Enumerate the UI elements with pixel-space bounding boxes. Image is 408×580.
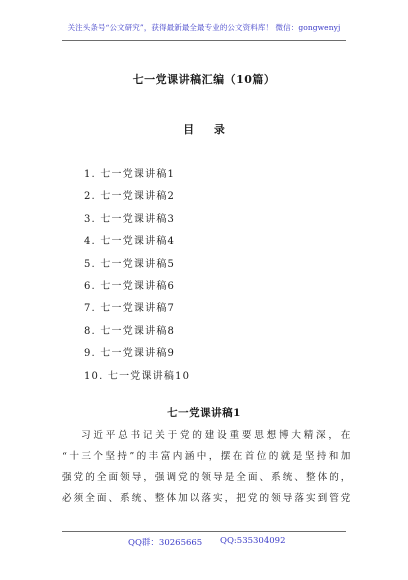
section-title: 七一党课讲稿1 (167, 407, 241, 419)
toc-item: 9. 七一党课讲稿9 (84, 348, 176, 360)
toc-item: 2. 七一党课讲稿2 (84, 191, 176, 203)
footer-divider (62, 531, 346, 532)
toc-item: 3. 七一党课讲稿3 (84, 213, 176, 225)
page-header: 关注头条号“公文研究”，获得最新最全最专业的公文资料库！ 微信：gongwenyj (67, 23, 341, 32)
toc-item: 10. 七一党课讲稿10 (84, 370, 191, 382)
toc-item: 1. 七一党课讲稿1 (84, 169, 176, 180)
toc-item: 5. 七一党课讲稿5 (84, 258, 176, 270)
body-line: 必须全面、系统、整体加以落实，把党的领导落实到管党 (62, 493, 352, 504)
footer-qq-group: QQ群：30265665 (128, 538, 203, 548)
body-line: 强党的全面领导，强调党的领导是全面、系统、整体的， (62, 472, 352, 483)
body-line: 习近平总书记关于党的建设重要思想博大精深，在 (81, 430, 352, 441)
toc-item: 4. 七一党课讲稿4 (84, 236, 176, 248)
body-line: “十三个坚持”的丰富内涵中，摆在首位的就是坚持和加 (62, 451, 352, 462)
toc-heading: 目 录 (183, 123, 233, 136)
body-paragraph (62, 428, 352, 512)
toc-item: 7. 七一党课讲稿7 (84, 303, 176, 315)
document-title: 七一党课讲稿汇编（10篇） (132, 73, 276, 86)
footer-qq-contact: QQ:535304092 (220, 536, 286, 546)
toc-item: 6. 七一党课讲稿6 (84, 280, 176, 292)
table-of-contents (84, 168, 190, 392)
header-divider (62, 40, 346, 41)
toc-item: 8. 七一党课讲稿8 (84, 325, 176, 337)
